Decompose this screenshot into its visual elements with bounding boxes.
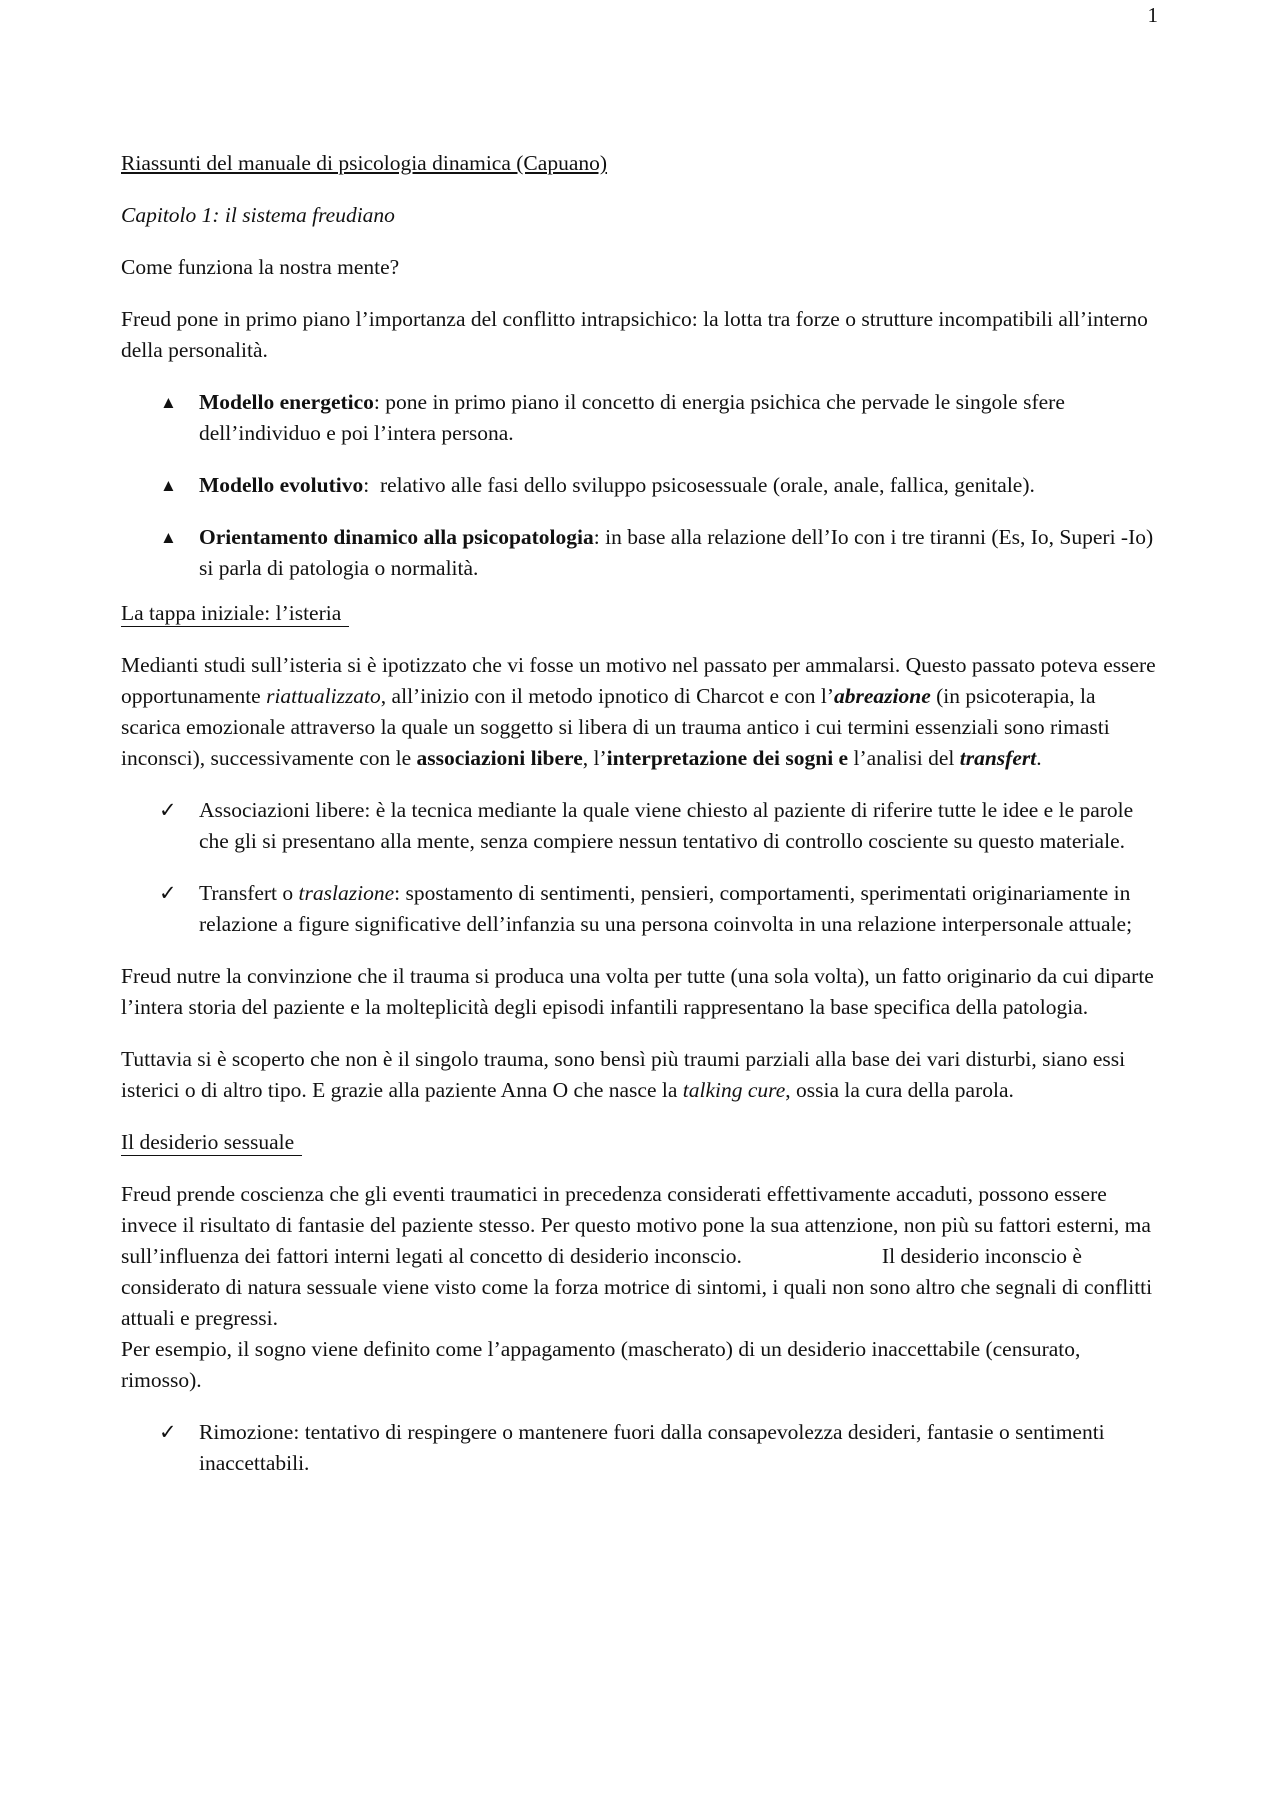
triangle-bullet-icon: ▲ bbox=[160, 393, 177, 412]
intro-paragraph: Freud pone in primo piano l’importanza del conflitto intrapsichico: la lotta tra forze o strutture incompatibili all’interno della personalità. bbox=[121, 307, 1148, 362]
desiderio-checklist bbox=[121, 1417, 1156, 1479]
list-item bbox=[121, 470, 1156, 501]
model-sep: : bbox=[593, 525, 600, 549]
talking-cure-paragraph: Tuttavia si è scoperto che non è il singolo trauma, sono bensì più traumi parziali alla base dei vari disturbi, siano essi isterici o di altro tipo. E grazie alla paziente Anna O che nasce la talking cure, ossia la cura della parola. bbox=[121, 1047, 1126, 1102]
chapter-heading: Capitolo 1: il sistema freudiano bbox=[121, 203, 395, 227]
triangle-bullet-icon: ▲ bbox=[160, 476, 177, 495]
page-number: 1 bbox=[1147, 3, 1158, 27]
list-item bbox=[121, 387, 1156, 449]
document-title: Riassunti del manuale di psicologia dinamica (Capuano) bbox=[121, 151, 608, 175]
model-sep: : bbox=[363, 473, 370, 497]
isteria-paragraph: Medianti studi sull’isteria si è ipotizzato che vi fosse un motivo nel passato per ammalarsi. Questo passato poteva essere opportunamente riattualizzato, all’inizio con il metodo ipnotico di Charcot e con l’abreazione (in psicoterapia, la scarica emozionale attraverso la quale un soggetto si libera di un trauma antico i cui termini essenziali sono rimasti inconsci), successivamente con le associazioni libere, l’interpretazione dei sogni e l’analisi del transfert. bbox=[121, 653, 1156, 770]
list-item bbox=[121, 522, 1156, 584]
checkmark-bullet-icon: ✓ bbox=[159, 881, 177, 905]
section-title-isteria bbox=[121, 598, 1156, 629]
models-list bbox=[121, 387, 1156, 584]
section-title-text: La tappa iniziale: l’isteria bbox=[121, 600, 349, 627]
list-item bbox=[121, 795, 1156, 857]
check-text: Associazioni libere: è la tecnica mediante la quale viene chiesto al paziente di riferire tutte le idee e le parole che gli si presentano alla mente, senza compiere nessun tentativo di controllo cosciente su questo materiale. bbox=[199, 798, 1134, 853]
isteria-checklist bbox=[121, 795, 1156, 940]
document-body bbox=[121, 148, 1156, 1500]
question-paragraph: Come funziona la nostra mente? bbox=[121, 255, 400, 279]
model-text: in base alla relazione dell’Io con i tre tiranni (Es, Io, Superi -Io) si parla di patologia o normalità. bbox=[199, 525, 1154, 580]
model-term: Modello energetico bbox=[199, 390, 374, 414]
trauma-paragraph: Freud nutre la convinzione che il trauma si produca una volta per tutte (una sola volta), un fatto originario da cui diparte l’intera storia del paziente e la molteplicità degli episodi infantili rappresentano la base specifica della patologia. bbox=[121, 964, 1154, 1019]
check-text: Rimozione: tentativo di respingere o mantenere fuori dalla consapevolezza desideri, fantasie o sentimenti inaccettabili. bbox=[199, 1420, 1105, 1475]
model-term: Orientamento dinamico alla psicopatologia bbox=[199, 525, 594, 549]
list-item bbox=[121, 1417, 1156, 1479]
desiderio-paragraph: Freud prende coscienza che gli eventi traumatici in precedenza considerati effettivamente accaduti, possono essere invece il risultato di fantasie del paziente stesso. Per questo motivo pone la sua attenzione, non più su fattori esterni, ma sull’influenza dei fattori interni legati al concetto di desiderio inconscio. Il desiderio inconscio è considerato di natura sessuale viene visto come la forza motrice di sintomi, i quali non sono altro che segnali di conflitti attuali e pregressi. Per esempio, il sogno viene definito come l’appagamento (mascherato) di un desiderio inaccettabile (censurato, rimosso). bbox=[121, 1182, 1153, 1392]
model-sep: : bbox=[373, 390, 380, 414]
triangle-bullet-icon: ▲ bbox=[160, 528, 177, 547]
model-text: pone in primo piano il concetto di energia psichica che pervade le singole sfere dell’individuo e poi l’intera persona. bbox=[199, 390, 1065, 445]
section-title-text: Il desiderio sessuale bbox=[121, 1129, 302, 1156]
model-text: relativo alle fasi dello sviluppo psicosessuale (orale, anale, fallica, genitale). bbox=[369, 473, 1035, 497]
checkmark-bullet-icon: ✓ bbox=[159, 1420, 177, 1444]
section-title-desiderio bbox=[121, 1127, 1156, 1158]
checkmark-bullet-icon: ✓ bbox=[159, 798, 177, 822]
list-item: ✓ Transfert o traslazione: spostamento di sentimenti, pensieri, comportamenti, sperimentati originariamente in relazione a figure significative dell’infanzia su una persona coinvolta in una relazione interpersonale attuale; bbox=[121, 878, 1156, 940]
model-term: Modello evolutivo bbox=[199, 473, 364, 497]
